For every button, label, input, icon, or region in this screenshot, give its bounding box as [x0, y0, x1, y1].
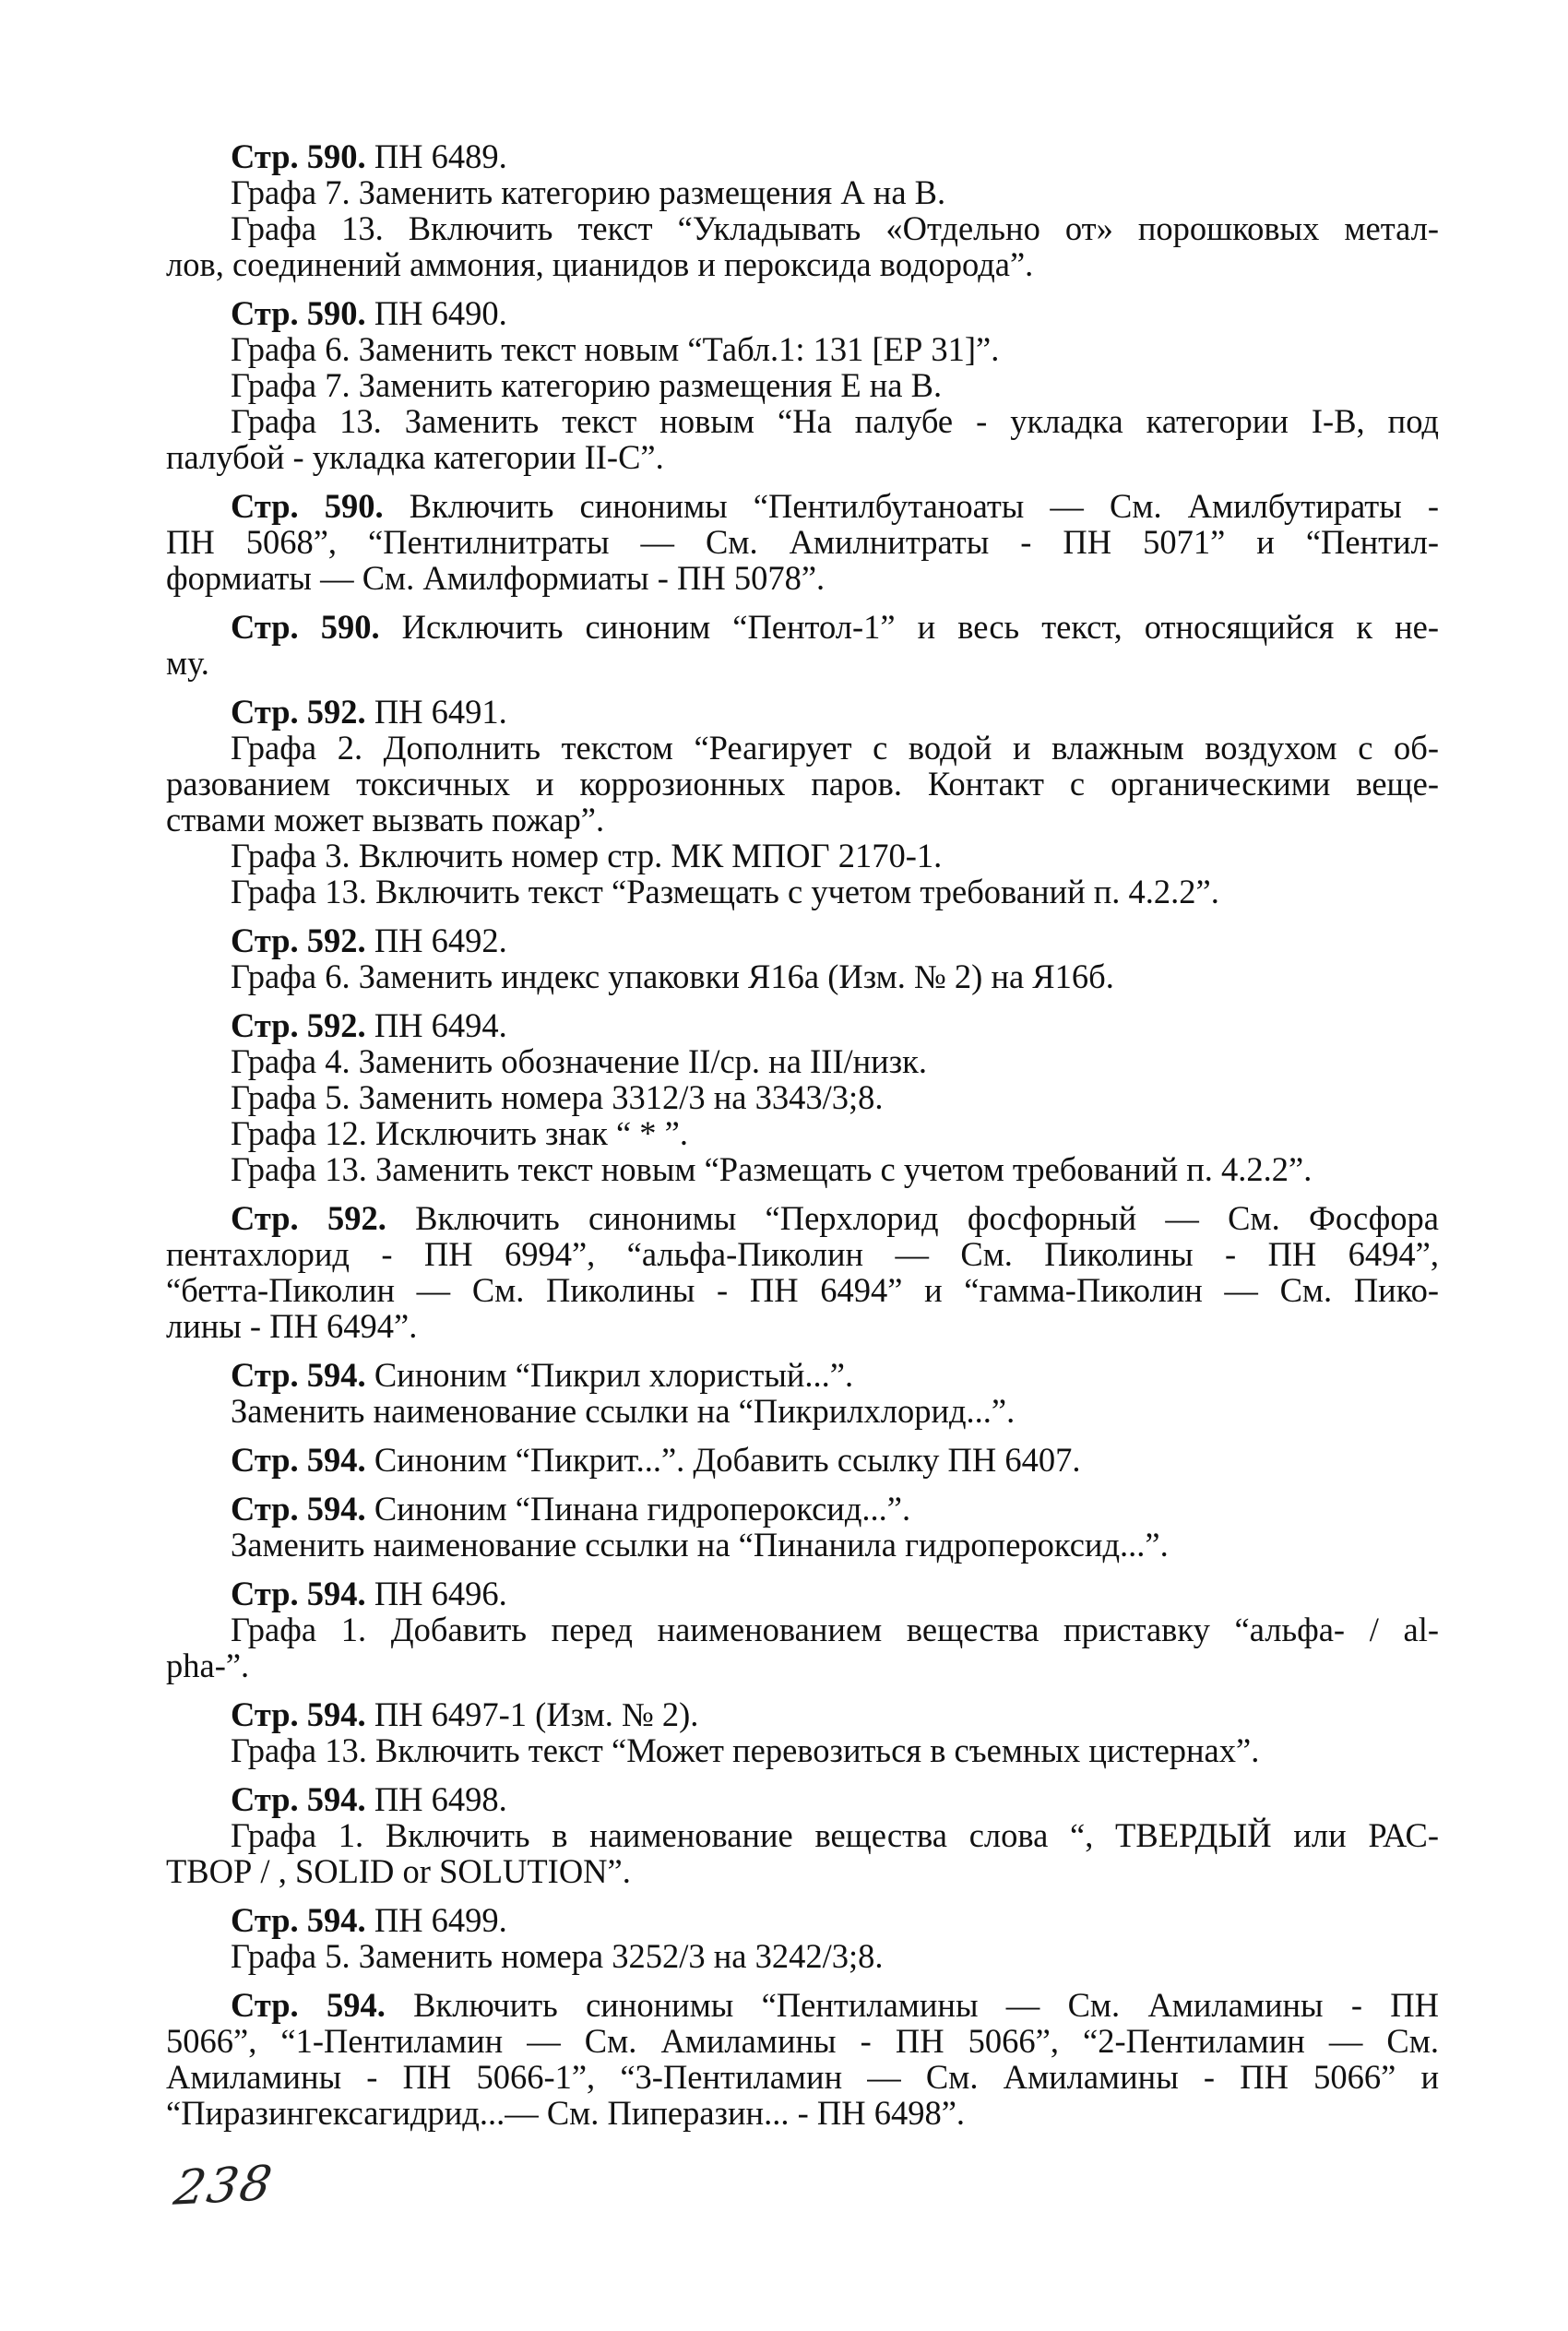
text-line — [166, 1732, 1439, 1768]
line-text: Синоним “Пинана гидропероксид...”. — [365, 1490, 911, 1528]
line-text: пентахлорид - ПН 6994”, “альфа-Пиколин — См. Пиколины - ПН 6494”, — [166, 1235, 1439, 1273]
line-text: Заменить наименование ссылки на “Пикрилхлорид...”. — [231, 1392, 1016, 1430]
line-text: Включить синонимы “Перхлорид фосфорный — См. Фосфора — [386, 1199, 1439, 1237]
line-text: ПН 6498. — [365, 1780, 507, 1818]
text-line — [166, 295, 1439, 331]
line-text: ПН 5068”, “Пентилнитраты — См. Амилнитраты - ПН 5071” и “Пентил- — [166, 523, 1439, 561]
line-text: ПН 6490. — [365, 294, 507, 332]
text-line — [166, 730, 1439, 766]
line-text: ПН 6492. — [365, 922, 507, 959]
page-reference: Стр. 592. — [231, 1199, 386, 1237]
text-line — [166, 694, 1439, 730]
text-line — [166, 874, 1439, 910]
text-line — [166, 1272, 1439, 1308]
page-reference: Стр. 590. — [231, 137, 366, 175]
line-text: Графа 12. Исключить знак “ * ”. — [231, 1114, 689, 1152]
text-line — [166, 174, 1439, 210]
line-text: Синоним “Пикрит...”. Добавить ссылку ПН 6407. — [365, 1441, 1081, 1479]
page-reference: Стр. 594. — [231, 1490, 366, 1528]
text-line — [166, 1491, 1439, 1527]
text-line — [166, 1987, 1439, 2023]
text-line — [166, 838, 1439, 874]
line-text: Заменить наименование ссылки на “Пинанила гидропероксид...”. — [231, 1526, 1169, 1564]
text-line — [166, 1236, 1439, 1272]
text-line — [166, 1817, 1439, 1853]
line-text: pha-”. — [166, 1647, 250, 1684]
line-text: ПН 6494. — [365, 1006, 507, 1044]
line-text: ствами может вызвать пожар”. — [166, 801, 605, 838]
line-text: Графа 13. Заменить текст новым “Размещать с учетом требований п. 4.2.2”. — [231, 1150, 1313, 1188]
handwritten-page-number: 238 — [170, 2156, 278, 2217]
line-text: Графа 13. Включить текст “Размещать с учетом требований п. 4.2.2”. — [231, 873, 1219, 910]
line-text: лов, соединений аммония, цианидов и пероксида водорода”. — [166, 245, 1034, 283]
line-text: ПН 6497-1 (Изм. № 2). — [365, 1695, 699, 1733]
text-line — [166, 1696, 1439, 1732]
line-text: разованием токсичных и коррозионных паров. Контакт с органическими веще- — [166, 765, 1439, 803]
line-text: Включить синонимы “Пентиламины — См. Амиламины - ПН — [385, 1986, 1439, 2024]
page-reference: Стр. 592. — [231, 1006, 366, 1044]
text-line — [166, 439, 1439, 475]
text-line — [166, 958, 1439, 994]
text-line — [166, 1527, 1439, 1563]
line-text: Исключить синоним “Пентол-1” и весь текст, относящийся к не- — [379, 608, 1439, 646]
page-reference: Стр. 594. — [231, 1441, 366, 1479]
page-reference: Стр. 594. — [231, 1901, 366, 1939]
amendment-entry — [166, 1696, 1439, 1768]
line-text: Графа 5. Заменить номера 3252/3 на 3242/3;8. — [231, 1937, 884, 1975]
amendment-entry — [166, 1007, 1439, 1187]
line-text: Графа 13. Включить текст “Может перевозиться в съемных цистернах”. — [231, 1731, 1260, 1769]
text-line — [166, 802, 1439, 838]
page-reference: Стр. 594. — [231, 1986, 386, 2024]
text-line — [166, 138, 1439, 174]
text-line — [166, 2059, 1439, 2095]
text-line — [166, 2023, 1439, 2059]
text-line — [166, 560, 1439, 596]
line-text: “Пиразингексагидрид...— См. Пиперазин... - ПН 6498”. — [166, 2094, 966, 2132]
line-text: Графа 5. Заменить номера 3312/3 на 3343/3;8. — [231, 1078, 884, 1116]
text-line — [166, 922, 1439, 958]
line-text: Графа 7. Заменить категорию размещения Е на В. — [231, 366, 943, 404]
page-reference: Стр. 592. — [231, 922, 366, 959]
text-line — [166, 766, 1439, 802]
text-line — [166, 1151, 1439, 1187]
amendment-entry — [166, 1491, 1439, 1563]
text-line — [166, 1938, 1439, 1974]
page-reference: Стр. 594. — [231, 1695, 366, 1733]
line-text: му. — [166, 644, 209, 682]
text-line — [166, 1647, 1439, 1683]
page-reference: Стр. 594. — [231, 1780, 366, 1818]
line-text: Графа 1. Добавить перед наименованием вещества приставку “альфа- / al- — [231, 1611, 1439, 1648]
line-text: Графа 13. Заменить текст новым “На палубе - укладка категории I-В, под — [231, 402, 1439, 440]
amendment-entry — [166, 1200, 1439, 1344]
document-page — [166, 138, 1439, 2144]
text-line — [166, 331, 1439, 367]
text-line — [166, 1007, 1439, 1043]
line-text: 5066”, “1-Пентиламин — См. Амиламины - ПН 5066”, “2-Пентиламин — См. — [166, 2022, 1439, 2060]
page-reference: Стр. 590. — [231, 608, 380, 646]
amendment-entry — [166, 1987, 1439, 2131]
line-text: Графа 13. Включить текст “Укладывать «Отдельно от» порошковых метал- — [231, 209, 1439, 247]
text-line — [166, 1357, 1439, 1393]
line-text: Графа 1. Включить в наименование вещества слова “, ТВЕРДЫЙ или РАС- — [231, 1816, 1439, 1854]
text-line — [166, 403, 1439, 439]
line-text: Графа 4. Заменить обозначение II/ср. на III/низк. — [231, 1042, 927, 1080]
text-line — [166, 1853, 1439, 1889]
line-text: Графа 7. Заменить категорию размещения А на В. — [231, 173, 946, 211]
amendment-entry — [166, 922, 1439, 994]
amendment-entry — [166, 694, 1439, 910]
text-line — [166, 1043, 1439, 1079]
line-text: Включить синонимы “Пентилбутаноаты — См. Амилбутираты - — [383, 487, 1440, 525]
line-text: “бетта-Пиколин — См. Пиколины - ПН 6494” и “гамма-Пиколин — См. Пико- — [166, 1271, 1439, 1309]
text-line — [166, 2095, 1439, 2131]
line-text: лины - ПН 6494”. — [166, 1307, 418, 1345]
page-reference: Стр. 590. — [231, 487, 384, 525]
amendment-entry — [166, 609, 1439, 681]
text-line — [166, 1442, 1439, 1478]
page-reference: Стр. 592. — [231, 693, 366, 731]
text-line — [166, 524, 1439, 560]
amendment-entry — [166, 295, 1439, 475]
line-text: Синоним “Пикрил хлористый...”. — [365, 1356, 854, 1394]
text-line — [166, 488, 1439, 524]
line-text: палубой - укладка категории II-С”. — [166, 438, 664, 476]
amendment-entry — [166, 1357, 1439, 1429]
line-text: ПН 6499. — [365, 1901, 507, 1939]
text-line — [166, 1079, 1439, 1115]
line-text: Графа 2. Дополнить текстом “Реагирует с водой и влажным воздухом с об- — [231, 729, 1439, 767]
amendment-entry — [166, 138, 1439, 282]
line-text: ТВОР / , SOLID or SOLUTION”. — [166, 1852, 631, 1890]
text-line — [166, 1115, 1439, 1151]
amendment-entry — [166, 1902, 1439, 1974]
text-line — [166, 210, 1439, 246]
amendment-entry — [166, 488, 1439, 596]
text-line — [166, 1576, 1439, 1611]
page-reference: Стр. 594. — [231, 1356, 366, 1394]
line-text: ПН 6491. — [365, 693, 507, 731]
line-text: формиаты — См. Амилформиаты - ПН 5078”. — [166, 559, 826, 597]
page-reference: Стр. 590. — [231, 294, 366, 332]
text-line — [166, 1393, 1439, 1429]
text-line — [166, 609, 1439, 645]
line-text: Графа 3. Включить номер стр. МК МПОГ 2170-1. — [231, 837, 943, 874]
text-line — [166, 1781, 1439, 1817]
amendment-entry — [166, 1442, 1439, 1478]
line-text: Графа 6. Заменить текст новым “Табл.1: 131 [ЕР 31]”. — [231, 330, 1000, 368]
amendment-entry — [166, 1576, 1439, 1683]
text-line — [166, 1611, 1439, 1647]
line-text: ПН 6489. — [365, 137, 507, 175]
text-line — [166, 645, 1439, 681]
line-text: ПН 6496. — [365, 1575, 507, 1612]
line-text: Амиламины - ПН 5066-1”, “3-Пентиламин — См. Амиламины - ПН 5066” и — [166, 2058, 1439, 2096]
text-line — [166, 246, 1439, 282]
text-line — [166, 1308, 1439, 1344]
line-text: Графа 6. Заменить индекс упаковки Я16а (Изм. № 2) на Я16б. — [231, 957, 1114, 995]
text-line — [166, 1902, 1439, 1938]
text-line — [166, 367, 1439, 403]
text-line — [166, 1200, 1439, 1236]
amendment-entry — [166, 1781, 1439, 1889]
page-reference: Стр. 594. — [231, 1575, 366, 1612]
